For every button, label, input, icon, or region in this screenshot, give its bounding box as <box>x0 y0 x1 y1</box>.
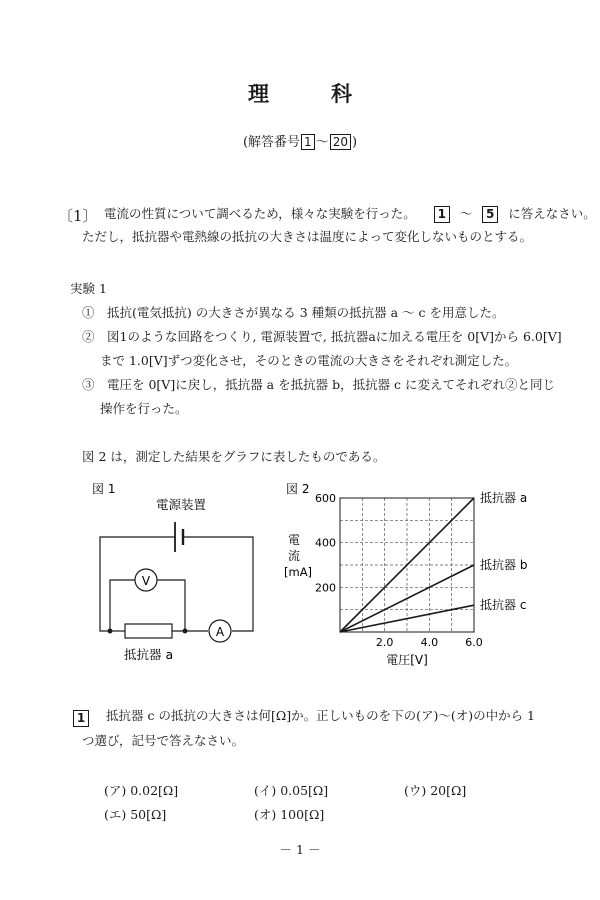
page-title <box>0 78 600 108</box>
page-number: － 1 － <box>279 842 321 857</box>
x-tick-label: 6.0 <box>465 636 483 649</box>
experiment-step-2-line2: まで 1.0[V]ずつ変化させ，そのときの電流の大きさをそれぞれ測定した。 <box>100 353 518 368</box>
xlabel: 電圧[V] <box>386 653 428 667</box>
ylabel-char-1: 電 <box>288 533 301 547</box>
answer-range-tilde: 〜 <box>315 135 329 150</box>
question-range-tilde: 〜 <box>459 206 473 221</box>
experiment-heading: 実験 1 <box>70 281 107 296</box>
chart-legend <box>480 490 527 612</box>
y-tick-label: 400 <box>315 536 336 550</box>
voltmeter-wire-left <box>110 580 135 631</box>
series-label-1: 抵抗器 b <box>480 558 528 572</box>
chart-title: 図 2 <box>286 482 310 496</box>
answer-range-end-box: 20 <box>330 134 351 150</box>
y-tick-label: 200 <box>315 581 336 595</box>
question-1-number-box: 1 <box>73 710 89 727</box>
question-range-start-box: 1 <box>434 206 450 223</box>
x-tick-label: 4.0 <box>420 636 439 649</box>
ylabel-char-2: 流 <box>288 549 301 563</box>
series-label-2: 抵抗器 c <box>480 598 527 613</box>
resistor-a <box>125 624 172 638</box>
choice-e[interactable]: (エ) 50[Ω] <box>104 807 167 822</box>
junction-dot-right <box>183 629 188 634</box>
resistor-label: 抵抗器 a <box>124 647 174 662</box>
choice-o[interactable]: (オ) 100[Ω] <box>254 807 325 822</box>
title-left: 理 <box>248 82 269 106</box>
question-1-text-line2: つ選び，記号で答えなさい。 <box>82 733 245 748</box>
question-1-box-wrap <box>73 707 89 727</box>
experiment-step-3-line1: ③ 電圧を 0[V]に戻し，抵抗器 a を抵抗器 b，抵抗器 c に変えてそれぞれ②と同じ <box>82 377 556 392</box>
x-tick-label: 2.0 <box>375 636 394 649</box>
choice-i[interactable]: (イ) 0.05[Ω] <box>254 783 329 798</box>
choice-u[interactable]: (ウ) 20[Ω] <box>404 783 467 798</box>
section-number: 〔1〕 <box>58 207 98 225</box>
question-1-text-line1: 抵抗器 c の抵抗の大きさは何[Ω]か。正しいものを下の(ア)～(オ)の中から 1 <box>106 708 535 723</box>
experiment-step-2-line1: ② 図1のような回路をつくり, 電源装置で, 抵抗器aに加える電圧を 0[V]から 6.0[V] <box>82 329 562 344</box>
result-note: 図 2 は，測定した結果をグラフに表したものである。 <box>82 449 386 464</box>
intro-text-a: 電流の性質について調べるため，様々な実験を行った。 <box>104 206 416 221</box>
power-supply-label: 電源装置 <box>156 497 207 512</box>
choice-a[interactable]: (ア) 0.02[Ω] <box>104 783 179 798</box>
figure1-caption: 図 1 <box>92 482 116 496</box>
junction-dot-left <box>108 629 113 634</box>
experiment-step-1: ① 抵抗(電気抵抗) の大きさが異なる 3 種類の抵抗器 a ～ c を用意した。 <box>82 305 505 320</box>
circuit-wire-right <box>183 537 253 631</box>
voltmeter-wire-right <box>157 580 185 631</box>
y-tick-label: 600 <box>315 492 336 505</box>
figure2-chart <box>280 478 570 678</box>
section-intro-line1 <box>104 206 596 223</box>
ammeter-symbol: A <box>215 625 225 639</box>
series-label-0: 抵抗器 a <box>480 491 528 505</box>
ylabel-unit: [mA] <box>284 565 313 579</box>
answer-range <box>0 131 600 150</box>
answer-range-start-box: 1 <box>301 134 315 150</box>
voltmeter-symbol: V <box>141 574 151 588</box>
experiment-step-3-line2: 操作を行った。 <box>100 401 188 416</box>
answer-range-suffix: ) <box>351 135 358 150</box>
answer-range-prefix: (解答番号 <box>242 135 301 150</box>
section-intro-line2: ただし，抵抗器や電熱線の抵抗の大きさは温度によって変化しないものとする。 <box>82 229 533 244</box>
title-right: 科 <box>331 82 352 106</box>
question-range-end-box: 5 <box>482 206 498 223</box>
figure1-circuit <box>80 478 280 668</box>
intro-text-b: に答えなさい。 <box>508 206 596 221</box>
